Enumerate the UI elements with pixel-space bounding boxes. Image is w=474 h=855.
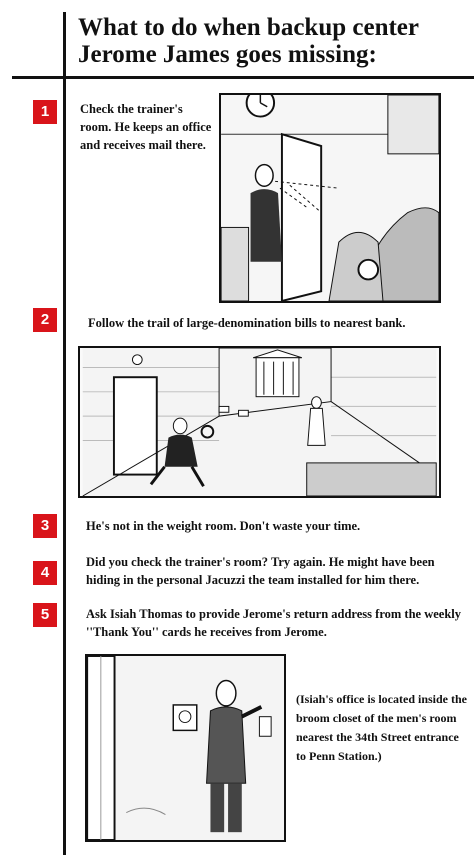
step-1-text: Check the trainer's room. He keeps an office and receives mail there.: [80, 102, 212, 152]
vertical-rule: [63, 12, 66, 855]
paper-towel-dispenser-icon: [173, 705, 196, 730]
doorway-icon: [114, 377, 157, 474]
wall-button-icon: [259, 717, 271, 737]
bank-building-icon: [256, 358, 299, 397]
illustration-trainers-room: [219, 93, 441, 303]
step-1-number: 1: [33, 100, 57, 124]
step-3-text: He's not in the weight room. Don't waste your time.: [86, 519, 361, 533]
horizontal-rule: [12, 76, 474, 79]
step-2-text: Follow the trail of large-denomination bills to nearest bank.: [88, 316, 406, 330]
trainers-room-drawing: [221, 95, 439, 301]
step-2-number: 2: [33, 308, 57, 332]
office-location-caption: (Isiah's office is located inside the broom closet of the men's room nearest the 34th Street entrance to Penn Station.): [296, 692, 467, 763]
step-4-text: Did you check the trainer's room? Try again. He might have been hiding in the personal Jacuzzi the team installed for him there.: [86, 555, 435, 587]
bank-trail-drawing: [80, 348, 439, 496]
door-icon: [282, 134, 321, 301]
step-3-number: 3: [33, 514, 57, 538]
illustration-isiah-office: [85, 654, 286, 842]
step-4-number: 4: [33, 561, 57, 585]
isiah-office-drawing: [87, 656, 284, 840]
step-5-number: 5: [33, 603, 57, 627]
illustration-bank-trail: [78, 346, 441, 498]
page-title: What to do when backup center Jerome James goes missing:: [78, 14, 419, 68]
step-5-text: Ask Isiah Thomas to provide Jerome's return address from the weekly ''Thank You'' cards he receives from Jerome.: [86, 607, 462, 639]
